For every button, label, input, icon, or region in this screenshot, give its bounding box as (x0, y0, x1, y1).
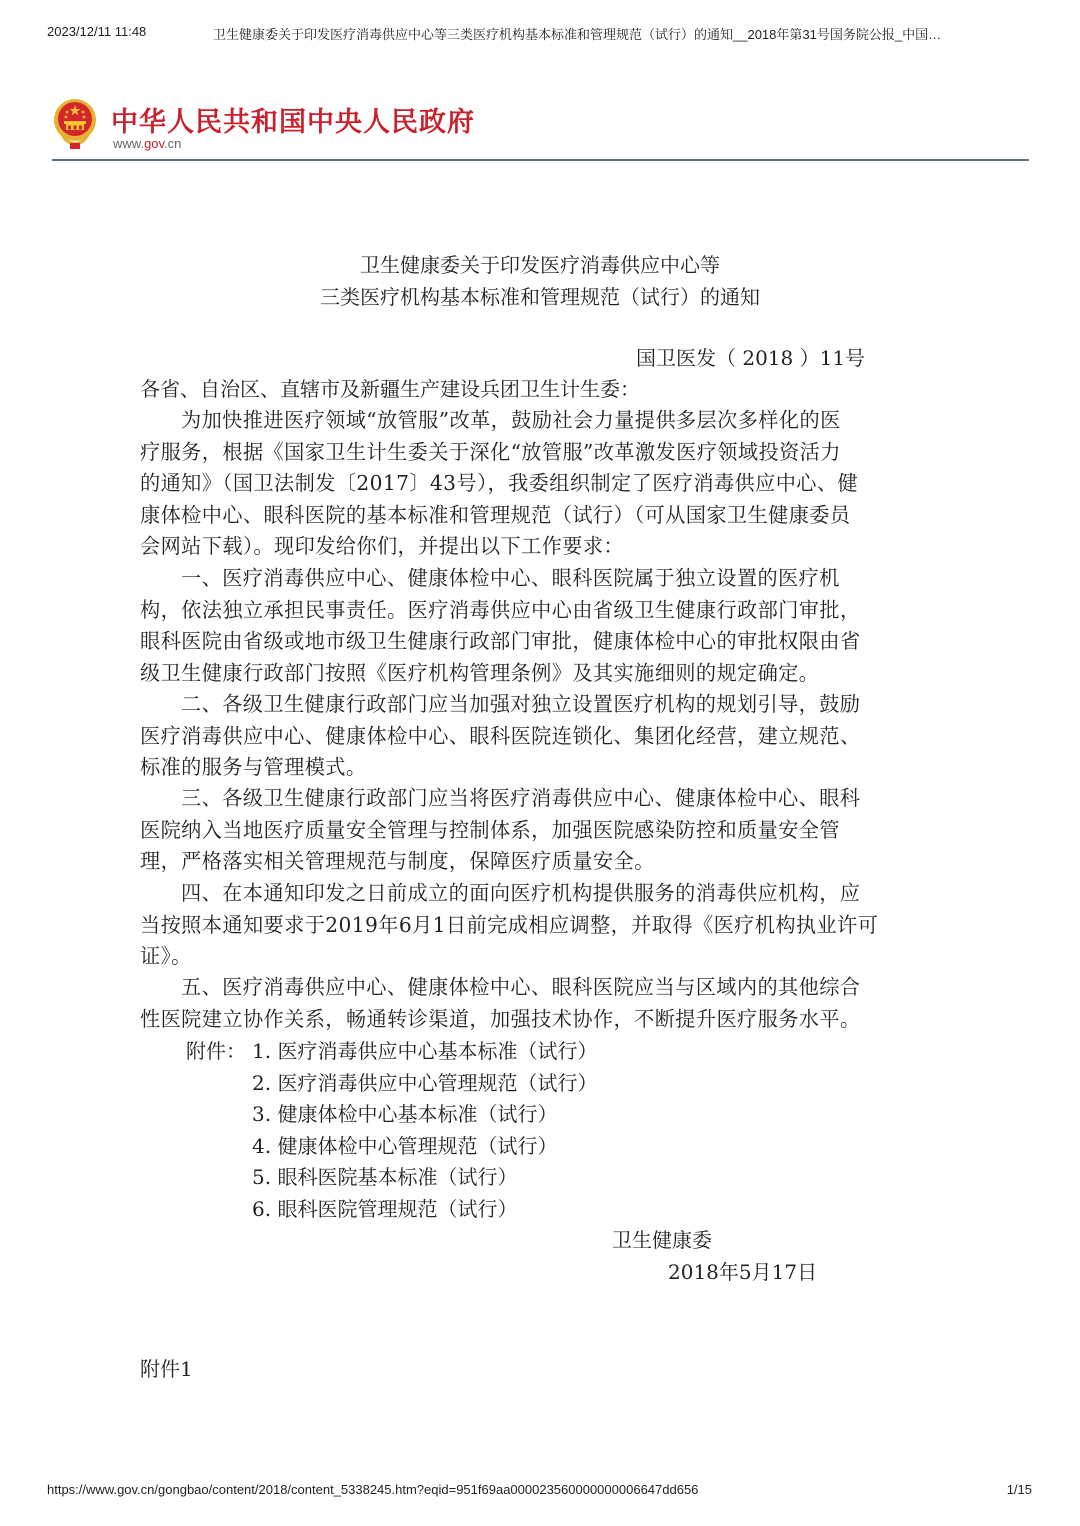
print-datetime: 2023/12/11 11:48 (47, 24, 147, 39)
paragraph-item-3 (140, 783, 955, 878)
attachment-row (186, 1131, 558, 1163)
attachment-item: 4. 健康体检中心管理规范（试行） (252, 1133, 558, 1158)
paragraph-line: 四、在本通知印发之日前成立的面向医疗机构提供服务的消毒供应机构，应 (181, 881, 861, 905)
attachment-row (186, 1194, 518, 1226)
salutation: 各省、自治区、直辖市及新疆生产建设兵团卫生计生委： (140, 377, 640, 401)
site-domain-accent: gov (144, 136, 165, 151)
site-domain (113, 136, 181, 151)
signature: 卫生健康委 (612, 1228, 712, 1252)
attachment-item: 3. 健康体检中心基本标准（试行） (252, 1102, 558, 1126)
document-title-line-2: 三类医疗机构基本标准和管理规范（试行）的通知 (320, 285, 760, 309)
print-header (0, 24, 1080, 44)
paragraph-intro (140, 405, 955, 563)
paragraph-line: 眼科医院由省级或地市级卫生健康行政部门审批，健康体检中心的审批权限由省 (140, 629, 861, 653)
attachment-item: 1. 医疗消毒供应中心基本标准（试行） (252, 1039, 598, 1063)
site-banner (52, 98, 1032, 158)
paragraph-line: 的通知》（国卫法制发〔2017〕43号），我委组织制定了医疗消毒供应中心、健 (140, 471, 859, 495)
site-domain-suffix: .cn (164, 136, 182, 151)
document-number: 国卫医发（ 2018 ）11号 (636, 346, 866, 370)
paragraph-line: 医疗消毒供应中心、健康体检中心、眼科医院连锁化、集团化经营，建立规范、 (140, 723, 861, 748)
paragraph-line: 性医院建立协作关系，畅通转诊渠道，加强技术协作，不断提升医疗服务水平。 (140, 1006, 861, 1031)
paragraph-line: 标准的服务与管理模式。 (140, 755, 367, 779)
attachment-item: 6. 眼科医院管理规范（试行） (252, 1196, 518, 1221)
attachments-list (186, 1036, 598, 1225)
signature-date: 2018年5月17日 (668, 1260, 818, 1284)
paragraph-line: 康体检中心、眼科医院的基本标准和管理规范（试行）（可从国家卫生健康委员 (140, 502, 851, 527)
site-domain-prefix: www. (113, 136, 145, 151)
document-title-line-1: 卫生健康委关于印发医疗消毒供应中心等 (360, 253, 720, 277)
print-page-title: 卫生健康委关于印发医疗消毒供应中心等三类医疗机构基本标准和管理规范（试行）的通知__2018年第31号国务院公报_中国… (213, 27, 942, 42)
attachment-item: 2. 医疗消毒供应中心管理规范（试行） (252, 1070, 598, 1095)
print-footer (0, 1482, 1080, 1502)
paragraph-line: 一、医疗消毒供应中心、健康体检中心、眼科医院属于独立设置的医疗机 (181, 566, 840, 590)
paragraph-line: 证》。 (140, 944, 192, 968)
paragraph-line: 三、各级卫生健康行政部门应当将医疗消毒供应中心、健康体检中心、眼科 (181, 786, 861, 810)
attachments-label: 附件： (186, 1039, 246, 1063)
attachment-row (186, 1068, 598, 1100)
paragraph-item-2 (140, 689, 955, 784)
paragraph-line: 当按照本通知要求于2019年6月1日前完成相应调整，并取得《医疗机构执业许可 (140, 912, 879, 937)
attachment-1-heading: 附件1 (140, 1357, 193, 1381)
paragraph-item-1 (140, 563, 955, 689)
paragraph-line: 理，严格落实相关管理规范与制度，保障医疗质量安全。 (140, 849, 655, 873)
national-emblem-icon[interactable] (52, 98, 98, 152)
attachment-row (186, 1036, 598, 1068)
paragraph-item-5 (140, 972, 955, 1035)
paragraph-line: 为加快推进医疗领域“放管服”改革，鼓励社会力量提供多层次多样化的医 (181, 408, 841, 432)
site-name[interactable]: 中华人民共和国中央人民政府 (111, 107, 475, 138)
paragraph-item-4 (140, 878, 955, 973)
attachment-row (186, 1099, 558, 1131)
page-counter: 1/15 (1006, 1482, 1032, 1497)
attachment-row (186, 1162, 518, 1194)
header-divider (52, 159, 1029, 161)
paragraph-line: 会网站下载）。现印发给你们，并提出以下工作要求： (140, 534, 625, 558)
paragraph-line: 二、各级卫生健康行政部门应当加强对独立设置医疗机构的规划引导，鼓励 (181, 692, 861, 716)
attachment-item: 5. 眼科医院基本标准（试行） (252, 1165, 518, 1189)
print-url[interactable]: https://www.gov.cn/gongbao/content/2018/content_5338245.htm?eqid=951f69aa000023560000000006647dd656 (47, 1482, 699, 1497)
paragraph-line: 构，依法独立承担民事责任。医疗消毒供应中心由省级卫生健康行政部门审批， (140, 597, 861, 622)
paragraph-line: 级卫生健康行政部门按照《医疗机构管理条例》及其实施细则的规定确定。 (140, 660, 820, 685)
paragraph-line: 五、医疗消毒供应中心、健康体检中心、眼科医院应当与区域内的其他综合 (181, 975, 861, 999)
paragraph-line: 疗服务，根据《国家卫生计生委关于深化“放管服”改革激发医疗领域投资活力 (140, 439, 841, 464)
paragraph-line: 医院纳入当地医疗质量安全管理与控制体系，加强医院感染防控和质量安全管 (140, 817, 840, 842)
